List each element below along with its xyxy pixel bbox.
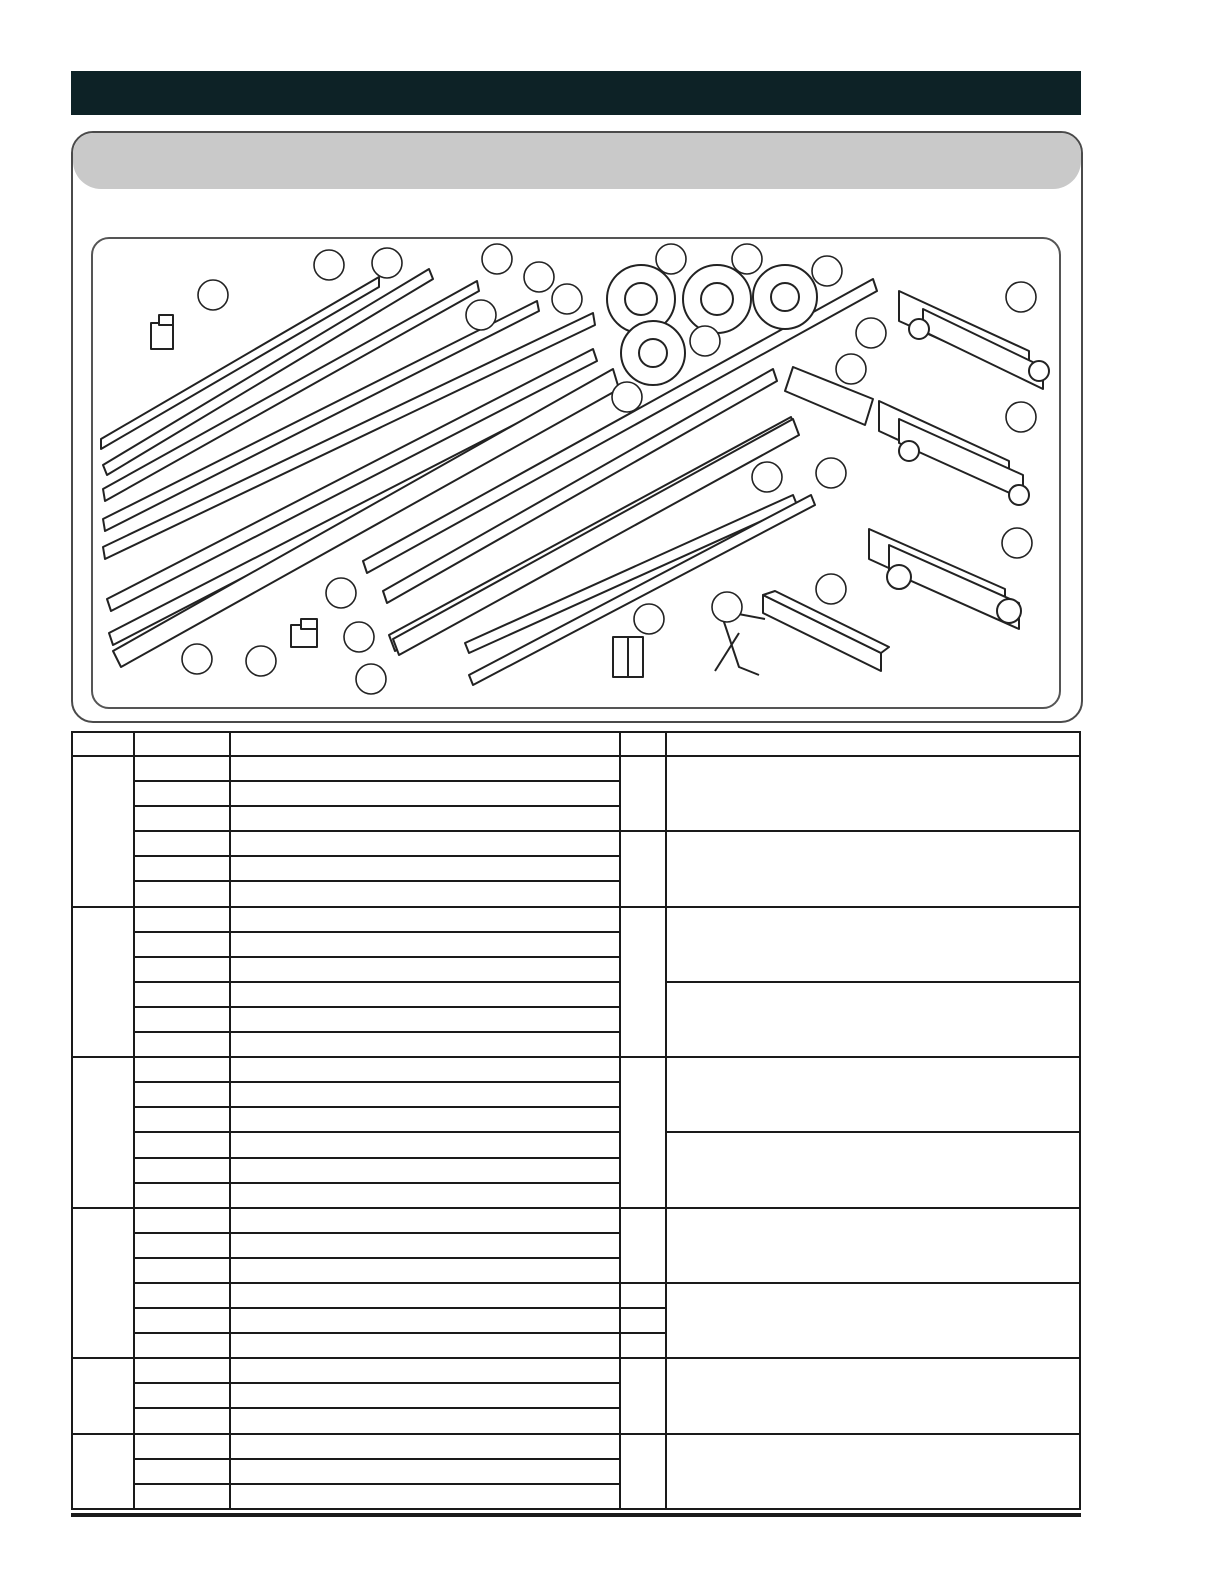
part-number-cell — [134, 881, 230, 906]
part-number-cell — [134, 1082, 230, 1107]
group-label — [72, 1358, 134, 1433]
part-number-cell — [134, 1208, 230, 1233]
notes-cell — [666, 982, 1080, 1057]
description-cell — [230, 1007, 620, 1032]
description-cell — [230, 907, 620, 932]
table-row — [72, 982, 1080, 1007]
group-label — [72, 1434, 134, 1509]
part-number-cell — [134, 856, 230, 881]
notes-cell — [666, 1434, 1080, 1509]
part-number-cell — [134, 781, 230, 806]
group-label — [72, 756, 134, 907]
description-cell — [230, 1132, 620, 1157]
table-row — [72, 907, 1080, 932]
col-header-description — [230, 732, 620, 756]
part-number-cell — [134, 1183, 230, 1208]
kit-box-icon — [613, 637, 643, 677]
description-cell — [230, 1158, 620, 1183]
part-number-cell — [134, 831, 230, 856]
col-header-part-number — [134, 732, 230, 756]
description-cell — [230, 881, 620, 906]
axle-assembly-icon — [869, 291, 1049, 629]
part-number-cell — [134, 1308, 230, 1333]
col-header-notes — [666, 732, 1080, 756]
part-number-cell — [134, 1158, 230, 1183]
notes-cell — [666, 1132, 1080, 1207]
page-header-bar — [71, 71, 1081, 115]
part-number-cell — [134, 982, 230, 1007]
exploded-parts-illustration — [91, 237, 1061, 709]
hitch-stand-icon — [715, 613, 765, 675]
part-number-cell — [134, 1032, 230, 1057]
table-row — [72, 1132, 1080, 1157]
part-number-cell — [134, 1358, 230, 1383]
qty-cell — [620, 1333, 666, 1358]
qty-cell — [620, 831, 666, 906]
part-number-cell — [134, 756, 230, 781]
description-cell — [230, 957, 620, 982]
part-number-cell — [134, 1007, 230, 1032]
table-row — [72, 1358, 1080, 1383]
description-cell — [230, 1032, 620, 1057]
description-cell — [230, 781, 620, 806]
section-header — [73, 133, 1081, 189]
notes-cell — [666, 1283, 1080, 1358]
qty-cell — [620, 1057, 666, 1208]
part-number-cell — [134, 806, 230, 831]
qty-cell — [620, 756, 666, 831]
description-cell — [230, 1358, 620, 1383]
description-cell — [230, 831, 620, 856]
description-cell — [230, 1208, 620, 1233]
qty-cell — [620, 1208, 666, 1283]
notes-cell — [666, 1057, 1080, 1132]
description-cell — [230, 1434, 620, 1459]
description-cell — [230, 1082, 620, 1107]
part-number-cell — [134, 1233, 230, 1258]
part-number-cell — [134, 1484, 230, 1509]
parts-drawing — [93, 239, 1059, 707]
part-number-cell — [134, 1283, 230, 1308]
description-cell — [230, 1308, 620, 1333]
part-number-cell — [134, 1258, 230, 1283]
parts-identification-panel — [71, 131, 1083, 723]
notes-cell — [666, 756, 1080, 831]
qty-cell — [620, 1358, 666, 1433]
group-label — [72, 1208, 134, 1359]
qty-cell — [620, 1283, 666, 1308]
description-cell — [230, 1383, 620, 1408]
col-header-qty — [620, 732, 666, 756]
table-header-row — [72, 732, 1080, 756]
description-cell — [230, 756, 620, 781]
table-row — [72, 1283, 1080, 1308]
table-row — [72, 756, 1080, 781]
group-label — [72, 907, 134, 1058]
description-cell — [230, 856, 620, 881]
table-row — [72, 831, 1080, 856]
part-number-cell — [134, 1459, 230, 1484]
part-number-cell — [134, 1408, 230, 1433]
description-cell — [230, 1057, 620, 1082]
description-cell — [230, 1233, 620, 1258]
part-number-cell — [134, 1383, 230, 1408]
notes-cell — [666, 1208, 1080, 1283]
description-cell — [230, 1183, 620, 1208]
table-row — [72, 1057, 1080, 1082]
part-number-cell — [134, 1107, 230, 1132]
notes-cell — [666, 1358, 1080, 1433]
description-cell — [230, 1484, 620, 1509]
footer-rule — [71, 1513, 1081, 1517]
qty-cell — [620, 1308, 666, 1333]
description-cell — [230, 1107, 620, 1132]
part-number-cell — [134, 957, 230, 982]
part-number-cell — [134, 1434, 230, 1459]
description-cell — [230, 1333, 620, 1358]
col-header-item — [72, 732, 134, 756]
description-cell — [230, 1283, 620, 1308]
description-cell — [230, 1258, 620, 1283]
part-number-cell — [134, 1333, 230, 1358]
notes-cell — [666, 907, 1080, 982]
description-cell — [230, 1408, 620, 1433]
part-number-cell — [134, 907, 230, 932]
description-cell — [230, 932, 620, 957]
notes-cell — [666, 831, 1080, 906]
parts-list-table — [71, 731, 1081, 1510]
part-number-cell — [134, 1132, 230, 1157]
table-row — [72, 1208, 1080, 1233]
group-label — [72, 1057, 134, 1208]
qty-cell — [620, 907, 666, 1058]
qty-cell — [620, 1434, 666, 1509]
description-cell — [230, 806, 620, 831]
part-number-cell — [134, 932, 230, 957]
part-number-cell — [134, 1057, 230, 1082]
description-cell — [230, 982, 620, 1007]
table-row — [72, 1434, 1080, 1459]
description-cell — [230, 1459, 620, 1484]
